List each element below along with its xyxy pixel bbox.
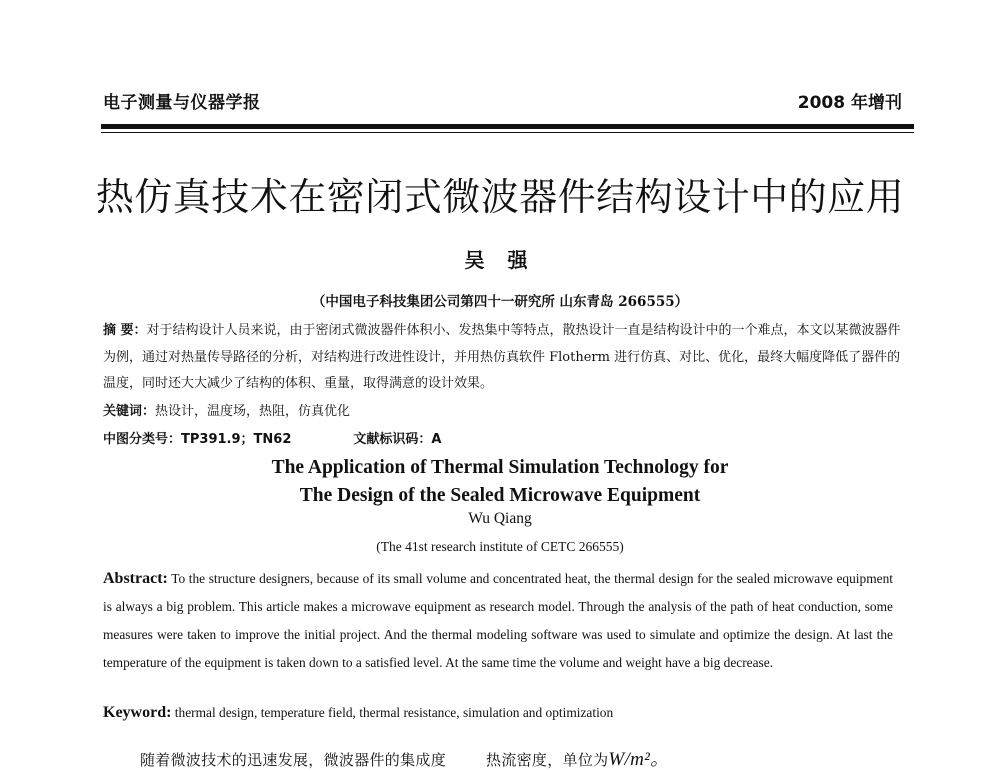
keywords-cn: [103, 400, 350, 419]
doc-code-label: 文献标识码：: [353, 432, 432, 447]
paper-title-en-line1: The Application of Thermal Simulation Technology for: [271, 457, 729, 478]
body-text-start: [140, 744, 669, 771]
body-unit: W/m²。: [608, 749, 670, 770]
keywords-cn-text: 热设计，温度场，热阻，仿真优化: [155, 404, 351, 419]
header-rule-thin: [101, 132, 914, 133]
author-en: Wu Qiang: [468, 510, 532, 527]
affiliation-en: (The 41st research institute of CETC 266555): [376, 539, 624, 554]
abstract-en: [103, 565, 893, 677]
journal-name: 电子测量与仪器学报: [103, 93, 261, 113]
doc-code: A: [431, 432, 442, 447]
keywords-en-label: Keyword:: [103, 704, 172, 721]
affiliation-cn: （中国电子科技集团公司第四十一研究所 山东青岛 266555）: [311, 294, 689, 310]
classification-code: TP391.9；TN62: [181, 432, 292, 447]
abstract-en-label: Abstract:: [103, 570, 168, 587]
abstract-cn: [103, 318, 903, 398]
body-text-right: 热流密度，单位为: [486, 751, 609, 769]
abstract-en-text: To the structure designers, because of its small volume and concentrated heat, the thermal design for the sealed microwave equipment is always a big problem. This article makes a microwave equipment as research model. Through the analysis of the path of heat conduction, some measures were taken to improve the initial project. And the thermal modeling software was used to simulate and optimize the design. At last the temperature of the equipment is taken down to a satisfied level. At the same time the volume and weight have a big decrease.: [103, 571, 893, 670]
header-rule-thick: [101, 124, 914, 129]
paper-title-en: [0, 454, 1000, 510]
keywords-en: [103, 704, 613, 722]
keywords-en-text: thermal design, temperature field, thermal resistance, simulation and optimization: [174, 705, 614, 720]
classification-label: 中图分类号：: [103, 432, 182, 447]
abstract-cn-label: 摘 要：: [103, 323, 147, 338]
body-text-left: 随着微波技术的迅速发展，微波器件的集成度: [140, 751, 447, 769]
classification-line: [103, 428, 441, 447]
abstract-cn-text: 对于结构设计人员来说，由于密闭式微波器件体积小、发热集中等特点，散热设计一直是结构设计中的一个难点，本文以某微波器件为例，通过对热量传导路径的分析，对结构进行改进性设计，并用热仿真软件 Flotherm 进行仿真、对比、优化，最终大幅度降低了器件的温度，同时还大大减少了结构的体积、重量，取得满意的设计效果。: [103, 323, 901, 391]
author-cn: 吴 强: [464, 248, 536, 272]
paper-title-cn: 热仿真技术在密闭式微波器件结构设计中的应用: [95, 175, 905, 219]
issue-label: 2008 年增刊: [797, 93, 902, 113]
paper-title-en-line2: The Design of the Sealed Microwave Equipment: [299, 485, 701, 506]
keywords-cn-label: 关键词：: [103, 404, 156, 419]
